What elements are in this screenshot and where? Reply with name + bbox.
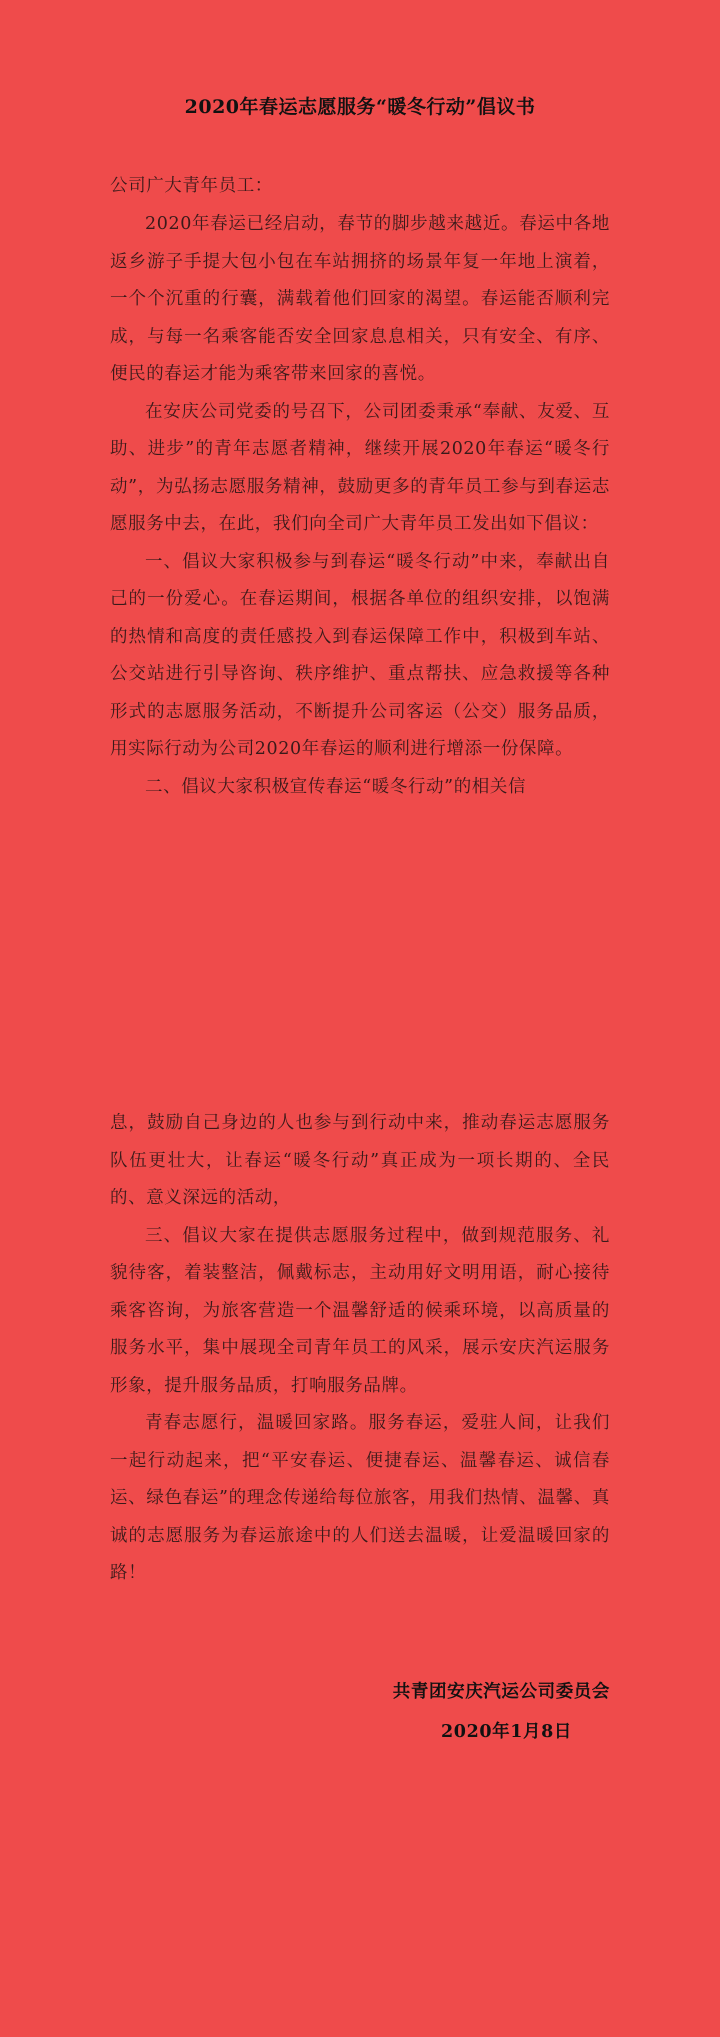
paragraph-6: 青春志愿行，温暖回家路。服务春运，爱驻人间，让我们一起行动起来，把“平安春运、便捷春运、温馨春运、诚信春运、绿色春运”的理念传递给每位旅客，用我们热情、温馨、真诚的志愿服务为春运旅途中的人们送去温暖，让爱温暖回家的路！ <box>110 1413 610 1583</box>
paragraph-5: 三、倡议大家在提供志愿服务过程中，做到规范服务、礼貌待客，着装整洁，佩戴标志，主动用好文明用语，耐心接待乘客咨询，为旅客营造一个温馨舒适的候乘环境，以高质量的服务水平，集中展现全司青年员工的风采，展示安庆汽运服务形象，提升服务品质，打响服务品牌。 <box>110 1225 610 1396</box>
body-section-1 <box>110 206 610 806</box>
signature-date: 2020年1月8日 <box>441 1722 572 1742</box>
paragraph-2: 在安庆公司党委的号召下，公司团委秉承“奉献、友爱、互助、进步”的青年志愿者精神，继续开展2020年春运“暖冬行动”，为弘扬志愿服务精神，鼓励更多的青年员工参与到春运志愿服务中去，在此，我们向全司广大青年员工发出如下倡议： <box>110 401 610 534</box>
paragraph-1: 2020年春运已经启动，春节的脚步越来越近。春运中各地返乡游子手提大包小包在车站拥挤的场景年复一年地上演着，一个个沉重的行囊，满载着他们回家的渴望。春运能否顺利完成，与每一名乘客能否安全回家息息相关，只有安全、有序、便民的春运才能为乘客带来回家的喜悦。 <box>110 214 610 384</box>
salutation: 公司广大青年员工： <box>110 176 273 196</box>
document-title: 2020年春运志愿服务“暖冬行动”倡议书 <box>184 96 536 118</box>
paragraph-3: 一、倡议大家积极参与到春运“暖冬行动”中来，奉献出自己的一份爱心。在春运期间，根据各单位的组织安排，以饱满的热情和高度的责任感投入到春运保障工作中，积极到车站、公交站进行引导咨询、秩序维护、重点帮扶、应急救援等各种形式的志愿服务活动，不断提升公司客运（公交）服务品质，用实际行动为公司2020年春运的顺利进行增添一份保障。 <box>110 551 610 759</box>
body-section-2 <box>110 1105 610 1593</box>
paragraph-4-start: 二、倡议大家积极宣传春运“暖冬行动”的相关信 <box>145 776 527 797</box>
signature-organization: 共青团安庆汽运公司委员会 <box>392 1682 610 1702</box>
paragraph-4-continued: 息，鼓励自己身边的人也参与到行动中来，推动春运志愿服务队伍更壮大，让春运“暖冬行动”真正成为一项长期的、全民的、意义深远的活动， <box>110 1113 610 1208</box>
